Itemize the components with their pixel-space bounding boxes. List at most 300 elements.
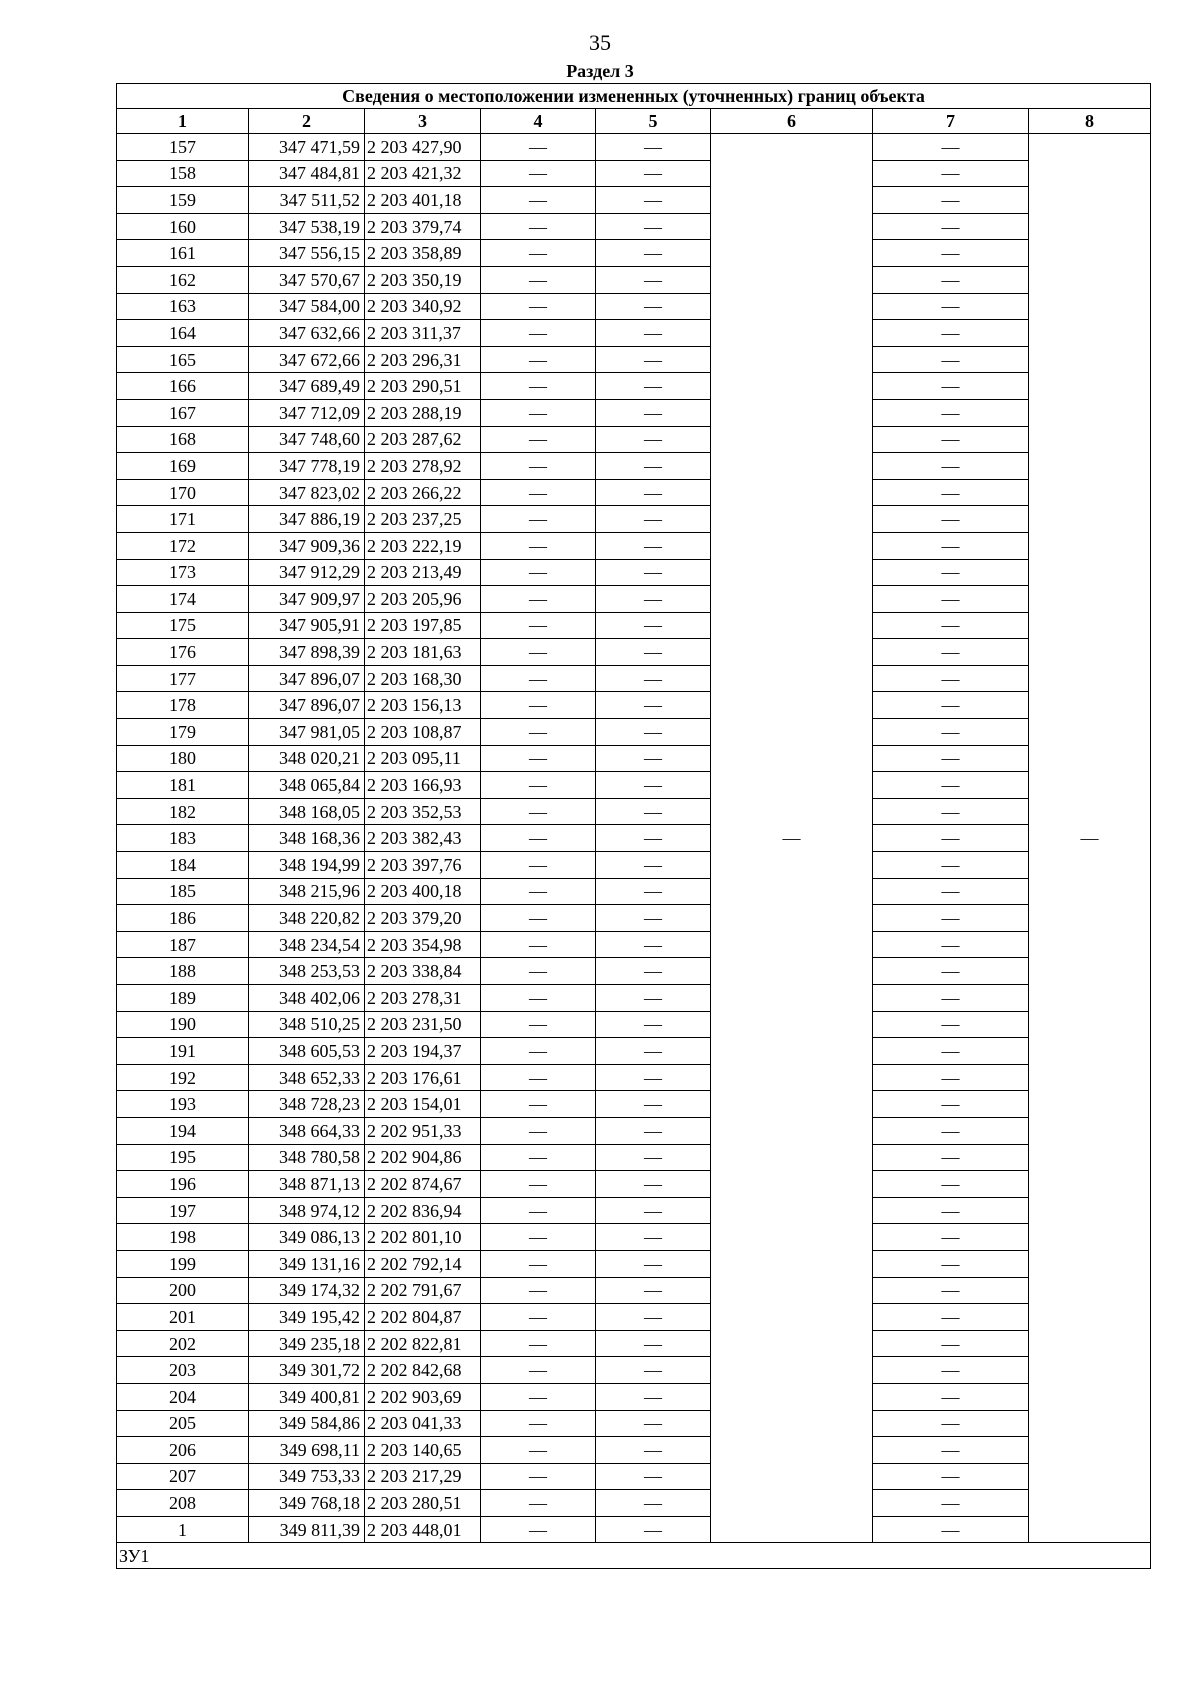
column-4-cell: —: [481, 506, 596, 533]
column-5-cell: —: [596, 852, 711, 879]
column-4-cell: —: [481, 825, 596, 852]
column-5-cell: —: [596, 479, 711, 506]
coordinate-y-cell: 2 203 197,85: [365, 612, 481, 639]
point-number-cell: 195: [117, 1144, 249, 1171]
coordinate-x-cell: 348 194,99: [249, 852, 365, 879]
coordinate-x-cell: 348 510,25: [249, 1011, 365, 1038]
column-4-cell: —: [481, 586, 596, 613]
coordinate-x-cell: 347 909,97: [249, 586, 365, 613]
table-row: [117, 1038, 1151, 1065]
coordinate-x-cell: 347 484,81: [249, 160, 365, 187]
column-7-cell: —: [873, 1117, 1029, 1144]
table-row: [117, 772, 1151, 799]
column-5-cell: —: [596, 692, 711, 719]
column-7-cell: —: [873, 1011, 1029, 1038]
table-row: [117, 1330, 1151, 1357]
coordinate-y-cell: 2 202 903,69: [365, 1383, 481, 1410]
column-6-merged-cell: —: [711, 134, 873, 1543]
column-7-cell: —: [873, 1490, 1029, 1517]
coordinate-y-cell: 2 203 217,29: [365, 1463, 481, 1490]
coordinate-x-cell: 349 301,72: [249, 1357, 365, 1384]
column-header: 5: [596, 109, 711, 134]
column-7-cell: —: [873, 1224, 1029, 1251]
column-4-cell: —: [481, 665, 596, 692]
point-number-cell: 203: [117, 1357, 249, 1384]
coordinate-x-cell: 347 912,29: [249, 559, 365, 586]
coordinate-y-cell: 2 203 352,53: [365, 798, 481, 825]
column-7-cell: —: [873, 134, 1029, 161]
column-4-cell: —: [481, 692, 596, 719]
coordinate-x-cell: 349 811,39: [249, 1516, 365, 1543]
column-7-cell: —: [873, 532, 1029, 559]
coordinate-x-cell: 348 974,12: [249, 1197, 365, 1224]
table-row: [117, 1516, 1151, 1543]
point-number-cell: 189: [117, 985, 249, 1012]
column-5-cell: —: [596, 612, 711, 639]
column-7-cell: —: [873, 1357, 1029, 1384]
table-row: [117, 426, 1151, 453]
column-4-cell: —: [481, 320, 596, 347]
table-row: [117, 692, 1151, 719]
column-7-cell: —: [873, 266, 1029, 293]
column-7-cell: —: [873, 399, 1029, 426]
point-number-cell: 157: [117, 134, 249, 161]
table-row: [117, 878, 1151, 905]
point-number-cell: 161: [117, 240, 249, 267]
column-4-cell: —: [481, 1064, 596, 1091]
coordinate-x-cell: 347 823,02: [249, 479, 365, 506]
column-7-cell: —: [873, 692, 1029, 719]
column-header: 7: [873, 109, 1029, 134]
coordinate-x-cell: 347 896,07: [249, 665, 365, 692]
coordinate-y-cell: 2 203 156,13: [365, 692, 481, 719]
point-number-cell: 166: [117, 373, 249, 400]
column-4-cell: —: [481, 1171, 596, 1198]
coordinate-y-cell: 2 203 350,19: [365, 266, 481, 293]
coordinate-x-cell: 349 235,18: [249, 1330, 365, 1357]
coordinate-y-cell: 2 203 400,18: [365, 878, 481, 905]
column-4-cell: —: [481, 293, 596, 320]
table-row: [117, 1224, 1151, 1251]
table-row: [117, 320, 1151, 347]
coordinate-y-cell: 2 203 296,31: [365, 346, 481, 373]
table-row: [117, 213, 1151, 240]
point-number-cell: 194: [117, 1117, 249, 1144]
column-5-cell: —: [596, 772, 711, 799]
coordinate-y-cell: 2 203 278,31: [365, 985, 481, 1012]
column-7-cell: —: [873, 1277, 1029, 1304]
column-4-cell: —: [481, 1224, 596, 1251]
table-row: [117, 1490, 1151, 1517]
table-row: [117, 958, 1151, 985]
column-4-cell: —: [481, 878, 596, 905]
column-4-cell: —: [481, 266, 596, 293]
table-row: [117, 1277, 1151, 1304]
parcel-label: ЗУ1: [117, 1543, 1151, 1569]
column-7-cell: —: [873, 160, 1029, 187]
column-4-cell: —: [481, 745, 596, 772]
point-number-cell: 169: [117, 453, 249, 480]
table-row: [117, 1197, 1151, 1224]
column-7-cell: —: [873, 745, 1029, 772]
coordinate-y-cell: 2 202 822,81: [365, 1330, 481, 1357]
table-row: [117, 1357, 1151, 1384]
point-number-cell: 201: [117, 1304, 249, 1331]
table-row: [117, 852, 1151, 879]
column-4-cell: —: [481, 1117, 596, 1144]
column-7-cell: —: [873, 1516, 1029, 1543]
table-row: [117, 905, 1151, 932]
column-4-cell: —: [481, 1516, 596, 1543]
column-5-cell: —: [596, 240, 711, 267]
point-number-cell: 162: [117, 266, 249, 293]
point-number-cell: 158: [117, 160, 249, 187]
coordinate-y-cell: 2 203 382,43: [365, 825, 481, 852]
coordinate-y-cell: 2 203 340,92: [365, 293, 481, 320]
point-number-cell: 206: [117, 1437, 249, 1464]
table-row: [117, 1250, 1151, 1277]
column-4-cell: —: [481, 1330, 596, 1357]
column-5-cell: —: [596, 1250, 711, 1277]
coordinate-y-cell: 2 203 288,19: [365, 399, 481, 426]
coordinate-x-cell: 347 909,36: [249, 532, 365, 559]
column-5-cell: —: [596, 1357, 711, 1384]
column-5-cell: —: [596, 1383, 711, 1410]
table-row: [117, 559, 1151, 586]
column-5-cell: —: [596, 293, 711, 320]
point-number-cell: 159: [117, 187, 249, 214]
column-7-cell: —: [873, 559, 1029, 586]
column-5-cell: —: [596, 559, 711, 586]
column-7-cell: —: [873, 1197, 1029, 1224]
column-5-cell: —: [596, 399, 711, 426]
table-row: [117, 745, 1151, 772]
table-row: [117, 134, 1151, 161]
point-number-cell: 192: [117, 1064, 249, 1091]
column-5-cell: —: [596, 639, 711, 666]
column-7-cell: —: [873, 1171, 1029, 1198]
coordinate-y-cell: 2 203 278,92: [365, 453, 481, 480]
point-number-cell: 191: [117, 1038, 249, 1065]
coordinate-x-cell: 347 886,19: [249, 506, 365, 533]
column-5-cell: —: [596, 958, 711, 985]
point-number-cell: 200: [117, 1277, 249, 1304]
footer-row: [117, 1543, 1151, 1569]
column-5-cell: —: [596, 213, 711, 240]
column-7-cell: —: [873, 905, 1029, 932]
coordinate-y-cell: 2 203 311,37: [365, 320, 481, 347]
table-row: [117, 639, 1151, 666]
column-4-cell: —: [481, 958, 596, 985]
point-number-cell: 178: [117, 692, 249, 719]
point-number-cell: 165: [117, 346, 249, 373]
coordinates-table: [116, 83, 1151, 1569]
point-number-cell: 184: [117, 852, 249, 879]
point-number-cell: 202: [117, 1330, 249, 1357]
point-number-cell: 174: [117, 586, 249, 613]
column-5-cell: —: [596, 1038, 711, 1065]
table-row: [117, 825, 1151, 852]
column-7-cell: —: [873, 1383, 1029, 1410]
column-7-cell: —: [873, 612, 1029, 639]
coordinate-y-cell: 2 203 095,11: [365, 745, 481, 772]
column-4-cell: —: [481, 1197, 596, 1224]
coordinate-x-cell: 348 020,21: [249, 745, 365, 772]
column-4-cell: —: [481, 1357, 596, 1384]
table-row: [117, 1463, 1151, 1490]
column-4-cell: —: [481, 772, 596, 799]
coordinate-x-cell: 348 065,84: [249, 772, 365, 799]
point-number-cell: 1: [117, 1516, 249, 1543]
point-number-cell: 167: [117, 399, 249, 426]
coordinate-x-cell: 348 402,06: [249, 985, 365, 1012]
column-7-cell: —: [873, 320, 1029, 347]
column-7-cell: —: [873, 825, 1029, 852]
coordinate-x-cell: 347 672,66: [249, 346, 365, 373]
table-row: [117, 1064, 1151, 1091]
table-row: [117, 586, 1151, 613]
table-row: [117, 532, 1151, 559]
point-number-cell: 185: [117, 878, 249, 905]
coordinate-x-cell: 349 195,42: [249, 1304, 365, 1331]
column-4-cell: —: [481, 1011, 596, 1038]
table-body: [117, 134, 1151, 1543]
table-row: [117, 931, 1151, 958]
column-header-row: [117, 109, 1151, 134]
coordinate-y-cell: 2 203 287,62: [365, 426, 481, 453]
point-number-cell: 186: [117, 905, 249, 932]
table-row: [117, 1091, 1151, 1118]
column-7-cell: —: [873, 1330, 1029, 1357]
coordinate-x-cell: 347 689,49: [249, 373, 365, 400]
column-header: 8: [1029, 109, 1151, 134]
column-5-cell: —: [596, 931, 711, 958]
column-5-cell: —: [596, 1304, 711, 1331]
column-5-cell: —: [596, 373, 711, 400]
coordinate-x-cell: 348 220,82: [249, 905, 365, 932]
column-7-cell: —: [873, 931, 1029, 958]
column-7-cell: —: [873, 293, 1029, 320]
table-row: [117, 373, 1151, 400]
table-row: [117, 160, 1151, 187]
column-header: 1: [117, 109, 249, 134]
column-7-cell: —: [873, 1463, 1029, 1490]
column-4-cell: —: [481, 373, 596, 400]
page-number: 35: [589, 30, 611, 55]
coordinate-x-cell: 349 131,16: [249, 1250, 365, 1277]
column-4-cell: —: [481, 1463, 596, 1490]
coordinate-y-cell: 2 202 904,86: [365, 1144, 481, 1171]
column-4-cell: —: [481, 426, 596, 453]
coordinate-x-cell: 349 768,18: [249, 1490, 365, 1517]
column-4-cell: —: [481, 931, 596, 958]
coordinate-x-cell: 347 570,67: [249, 266, 365, 293]
column-4-cell: —: [481, 532, 596, 559]
column-7-cell: —: [873, 586, 1029, 613]
column-5-cell: —: [596, 1117, 711, 1144]
coordinate-y-cell: 2 203 168,30: [365, 665, 481, 692]
coordinate-y-cell: 2 202 804,87: [365, 1304, 481, 1331]
column-4-cell: —: [481, 187, 596, 214]
column-4-cell: —: [481, 1038, 596, 1065]
column-5-cell: —: [596, 1224, 711, 1251]
coordinate-x-cell: 347 712,09: [249, 399, 365, 426]
coordinate-y-cell: 2 203 231,50: [365, 1011, 481, 1038]
column-7-cell: —: [873, 240, 1029, 267]
coordinate-y-cell: 2 203 166,93: [365, 772, 481, 799]
column-5-cell: —: [596, 187, 711, 214]
column-5-cell: —: [596, 1144, 711, 1171]
column-7-cell: —: [873, 373, 1029, 400]
coordinate-x-cell: 347 981,05: [249, 719, 365, 746]
point-number-cell: 205: [117, 1410, 249, 1437]
point-number-cell: 193: [117, 1091, 249, 1118]
column-5-cell: —: [596, 134, 711, 161]
coordinate-x-cell: 348 253,53: [249, 958, 365, 985]
table-title: Сведения о местоположении измененных (уточненных) границ объекта: [117, 84, 1151, 109]
coordinate-y-cell: 2 203 194,37: [365, 1038, 481, 1065]
column-4-cell: —: [481, 346, 596, 373]
point-number-cell: 163: [117, 293, 249, 320]
table-row: [117, 798, 1151, 825]
column-7-cell: —: [873, 1144, 1029, 1171]
coordinate-x-cell: 349 753,33: [249, 1463, 365, 1490]
column-5-cell: —: [596, 506, 711, 533]
column-5-cell: —: [596, 1064, 711, 1091]
column-7-cell: —: [873, 665, 1029, 692]
column-7-cell: —: [873, 1410, 1029, 1437]
point-number-cell: 171: [117, 506, 249, 533]
column-5-cell: —: [596, 1410, 711, 1437]
coordinate-y-cell: 2 203 108,87: [365, 719, 481, 746]
column-4-cell: —: [481, 1144, 596, 1171]
coordinate-x-cell: 348 234,54: [249, 931, 365, 958]
column-5-cell: —: [596, 1437, 711, 1464]
coordinate-x-cell: 348 168,05: [249, 798, 365, 825]
table-row: [117, 453, 1151, 480]
column-7-cell: —: [873, 1250, 1029, 1277]
point-number-cell: 204: [117, 1383, 249, 1410]
coordinate-y-cell: 2 202 842,68: [365, 1357, 481, 1384]
coordinate-y-cell: 2 203 379,20: [365, 905, 481, 932]
column-4-cell: —: [481, 1437, 596, 1464]
column-5-cell: —: [596, 320, 711, 347]
column-5-cell: —: [596, 160, 711, 187]
column-4-cell: —: [481, 1304, 596, 1331]
coordinate-x-cell: 349 698,11: [249, 1437, 365, 1464]
column-5-cell: —: [596, 426, 711, 453]
column-5-cell: —: [596, 1197, 711, 1224]
coordinate-x-cell: 348 728,23: [249, 1091, 365, 1118]
column-5-cell: —: [596, 532, 711, 559]
column-8-merged-cell: —: [1029, 134, 1151, 1543]
column-4-cell: —: [481, 1410, 596, 1437]
coordinate-y-cell: 2 203 237,25: [365, 506, 481, 533]
point-number-cell: 168: [117, 426, 249, 453]
table-row: [117, 1117, 1151, 1144]
table-row: [117, 399, 1151, 426]
coordinate-x-cell: 347 778,19: [249, 453, 365, 480]
column-5-cell: —: [596, 266, 711, 293]
table-row: [117, 1437, 1151, 1464]
column-5-cell: —: [596, 1171, 711, 1198]
coordinate-y-cell: 2 203 266,22: [365, 479, 481, 506]
coordinate-y-cell: 2 202 791,67: [365, 1277, 481, 1304]
column-5-cell: —: [596, 453, 711, 480]
point-number-cell: 175: [117, 612, 249, 639]
column-4-cell: —: [481, 852, 596, 879]
column-4-cell: —: [481, 453, 596, 480]
point-number-cell: 187: [117, 931, 249, 958]
column-5-cell: —: [596, 1330, 711, 1357]
table-row: [117, 1383, 1151, 1410]
table-row: [117, 506, 1151, 533]
column-7-cell: —: [873, 878, 1029, 905]
point-number-cell: 199: [117, 1250, 249, 1277]
coordinate-y-cell: 2 202 836,94: [365, 1197, 481, 1224]
column-header: 3: [365, 109, 481, 134]
point-number-cell: 208: [117, 1490, 249, 1517]
column-5-cell: —: [596, 719, 711, 746]
coordinate-x-cell: 348 871,13: [249, 1171, 365, 1198]
column-5-cell: —: [596, 1490, 711, 1517]
column-7-cell: —: [873, 798, 1029, 825]
column-5-cell: —: [596, 1516, 711, 1543]
table-row: [117, 346, 1151, 373]
table-row: [117, 612, 1151, 639]
column-4-cell: —: [481, 1091, 596, 1118]
column-5-cell: —: [596, 745, 711, 772]
coordinate-x-cell: 348 168,36: [249, 825, 365, 852]
column-header: 2: [249, 109, 365, 134]
table-row: [117, 1011, 1151, 1038]
column-4-cell: —: [481, 213, 596, 240]
column-7-cell: —: [873, 213, 1029, 240]
column-5-cell: —: [596, 825, 711, 852]
column-7-cell: —: [873, 958, 1029, 985]
coordinate-x-cell: 349 584,86: [249, 1410, 365, 1437]
point-number-cell: 181: [117, 772, 249, 799]
column-7-cell: —: [873, 719, 1029, 746]
point-number-cell: 164: [117, 320, 249, 347]
table-row: [117, 1410, 1151, 1437]
coordinate-y-cell: 2 203 280,51: [365, 1490, 481, 1517]
point-number-cell: 207: [117, 1463, 249, 1490]
column-header: 4: [481, 109, 596, 134]
coordinate-x-cell: 347 471,59: [249, 134, 365, 161]
coordinate-x-cell: 347 632,66: [249, 320, 365, 347]
column-4-cell: —: [481, 905, 596, 932]
point-number-cell: 177: [117, 665, 249, 692]
coordinate-x-cell: 347 905,91: [249, 612, 365, 639]
column-4-cell: —: [481, 160, 596, 187]
table-row: [117, 665, 1151, 692]
table-row: [117, 985, 1151, 1012]
coordinate-y-cell: 2 203 222,19: [365, 532, 481, 559]
coordinate-x-cell: 349 400,81: [249, 1383, 365, 1410]
coordinate-x-cell: 347 898,39: [249, 639, 365, 666]
column-4-cell: —: [481, 240, 596, 267]
point-number-cell: 180: [117, 745, 249, 772]
table-row: [117, 1144, 1151, 1171]
column-5-cell: —: [596, 1011, 711, 1038]
table-row: [117, 240, 1151, 267]
coordinate-y-cell: 2 203 354,98: [365, 931, 481, 958]
coordinate-y-cell: 2 203 205,96: [365, 586, 481, 613]
coordinate-y-cell: 2 202 951,33: [365, 1117, 481, 1144]
column-7-cell: —: [873, 453, 1029, 480]
coordinate-y-cell: 2 203 290,51: [365, 373, 481, 400]
